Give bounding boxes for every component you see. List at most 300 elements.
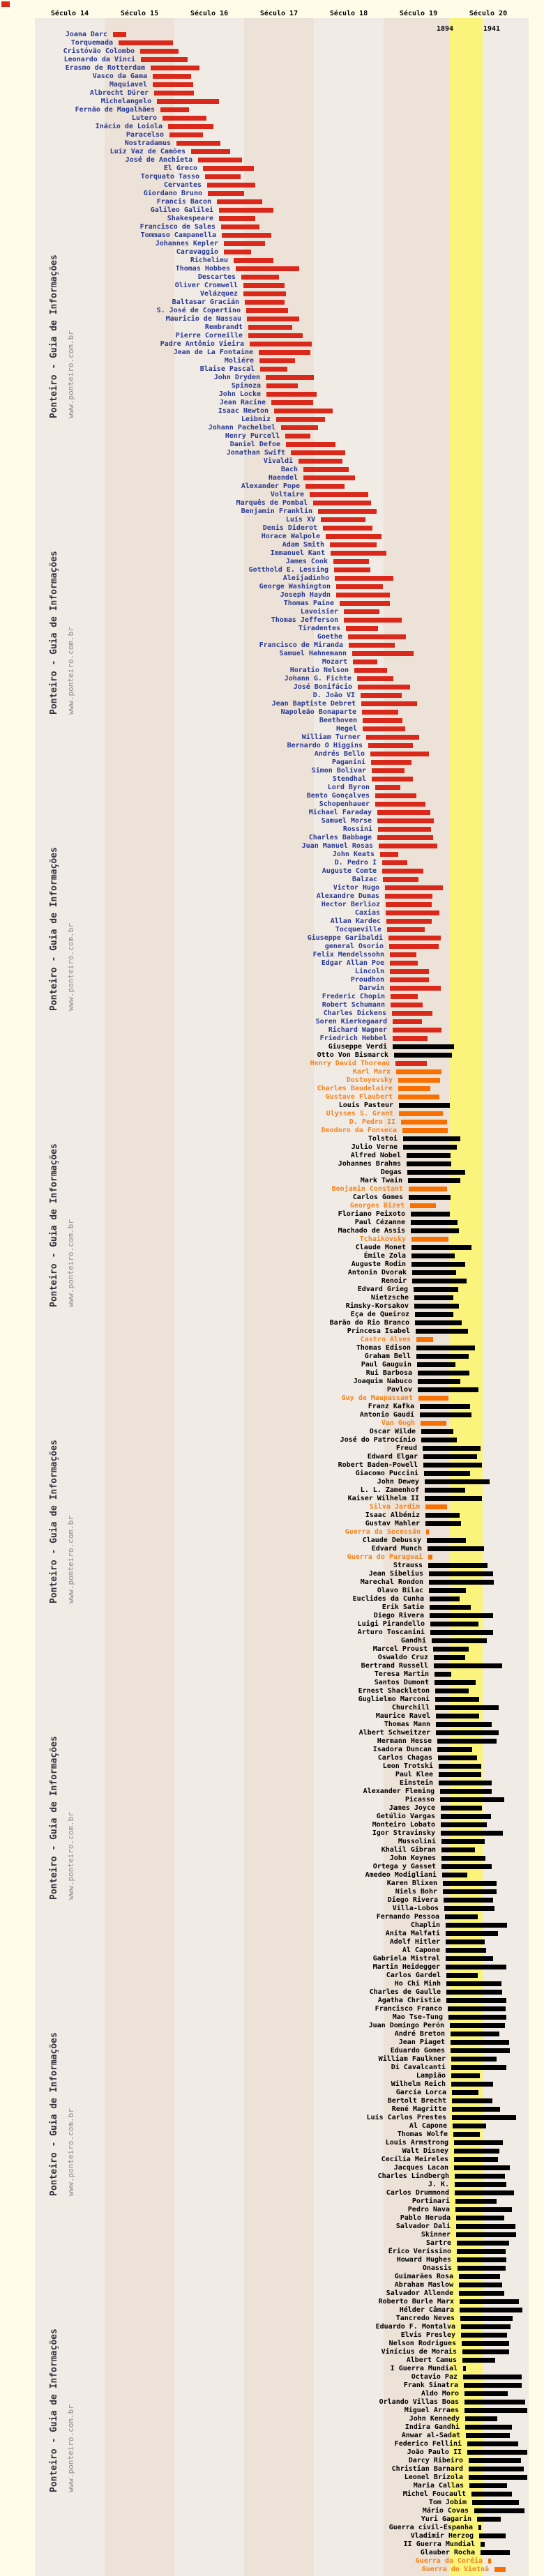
person-name: Erik Satie: [381, 1603, 424, 1611]
person-name: Roberto Burle Marx: [378, 2298, 454, 2306]
lifespan-bar: [460, 2308, 522, 2312]
lifespan-bar: [416, 1354, 469, 1359]
lifespan-bar: [425, 1513, 460, 1518]
lifespan-bar: [205, 174, 241, 179]
lifespan-bar: [372, 777, 413, 782]
person-name: Euclides da Cunha: [352, 1595, 424, 1603]
person-name: Ho Chi Minh: [394, 1980, 441, 1988]
person-name: Strauss: [393, 1562, 423, 1569]
lifespan-bar: [157, 99, 219, 104]
person-name: Renoir: [381, 1277, 407, 1285]
lifespan-bar: [456, 2224, 515, 2229]
lifespan-bar: [409, 1195, 451, 1200]
person-name: Vladimir Herzog: [410, 2532, 474, 2540]
person-name: Pablo Neruda: [400, 2214, 451, 2222]
person-name: Octavio Paz: [411, 2373, 458, 2381]
lifespan-bar: [416, 1346, 475, 1350]
person-name: Karen Blixen: [386, 1880, 437, 1887]
lifespan-bar: [353, 660, 377, 664]
person-name: Rossini: [342, 825, 372, 833]
lifespan-bar: [411, 1228, 459, 1233]
person-name: Martin Heidegger: [372, 1963, 440, 1971]
person-name: Luigi Pirandello: [357, 1620, 425, 1628]
lifespan-bar: [411, 1220, 458, 1225]
lifespan-bar: [435, 1680, 476, 1685]
person-name: Leon Trotski: [382, 1762, 433, 1770]
lifespan-bar: [234, 258, 273, 263]
person-name: George Washington: [259, 583, 331, 590]
lifespan-bar: [393, 1036, 428, 1041]
person-name: Joseph Haydn: [280, 591, 331, 599]
lifespan-bar: [423, 1454, 477, 1459]
person-name: Jean Piaget: [398, 2038, 445, 2046]
person-name: Tommaso Campanella: [140, 231, 216, 239]
lifespan-bar: [414, 1295, 453, 1300]
person-name: D. Pedro I: [334, 859, 377, 867]
person-name: Paganini: [331, 759, 365, 766]
lifespan-bar: [336, 584, 383, 589]
lifespan-bar: [446, 1931, 498, 1936]
person-name: Darcy Ribeiro: [408, 2457, 463, 2464]
person-name: John Dewey: [377, 1478, 419, 1486]
person-name: Albert Schweitzer: [358, 1729, 430, 1737]
lifespan-bar: [386, 919, 432, 924]
person-name: Baltasar Gracián: [172, 298, 239, 306]
lifespan-bar: [219, 216, 255, 221]
person-name: Guerra do Paraguai: [347, 1553, 423, 1561]
watermark-site-url: www.ponteiro.com.br: [66, 1219, 75, 1307]
lifespan-bar: [393, 1019, 422, 1024]
person-name: Onassis: [422, 2264, 452, 2272]
person-name: Niels Bohr: [395, 1888, 437, 1896]
person-name: Moliére: [224, 357, 254, 365]
person-name: Lampião: [416, 2072, 446, 2080]
person-name: José de Anchieta: [125, 156, 192, 164]
person-name: Machado de Assis: [338, 1227, 405, 1235]
lifespan-bar: [429, 1588, 466, 1593]
lifespan-bar: [412, 1279, 467, 1283]
person-name: Giuseppe Verdi: [328, 1043, 387, 1051]
lifespan-bar: [375, 785, 400, 790]
lifespan-bar: [430, 1630, 493, 1635]
person-name: Shakespeare: [167, 215, 213, 222]
lifespan-bar: [390, 986, 441, 991]
lifespan-bar: [119, 40, 173, 45]
person-name: Johann G. Fichte: [284, 675, 352, 683]
lifespan-bar: [456, 2216, 504, 2220]
person-name: William Turner: [301, 733, 361, 741]
lifespan-bar: [217, 199, 262, 204]
lifespan-bar: [313, 501, 371, 505]
lifespan-bar: [477, 2517, 501, 2522]
person-name: Stendhal: [332, 775, 366, 783]
lifespan-bar: [375, 802, 425, 807]
person-name: Einstein: [399, 1779, 433, 1787]
lifespan-bar: [425, 1496, 482, 1501]
person-name: Agatha Christie: [377, 1997, 441, 2004]
person-name: Érico Veríssino: [388, 2248, 451, 2255]
person-name: Gotthold E. Lessing: [248, 566, 328, 574]
person-name: Paul Gauguin: [361, 1361, 411, 1369]
lifespan-bar: [246, 308, 288, 313]
person-name: Paul Klee: [395, 1771, 433, 1778]
person-name: Charles Lindbergh: [377, 2172, 449, 2180]
lifespan-bar: [388, 936, 441, 940]
person-name: Mussolini: [398, 1838, 436, 1845]
lifespan-bar: [358, 685, 410, 689]
lifespan-bar: [243, 283, 285, 288]
person-name: Gustave Flaubert: [325, 1093, 393, 1101]
lifespan-bar: [354, 668, 387, 673]
person-name: Churchill: [391, 1704, 430, 1712]
person-name: Torquato Tasso: [140, 173, 199, 181]
person-name: Guerra da Coréia: [415, 2557, 483, 2565]
lifespan-bar: [286, 442, 335, 447]
lifespan-bar: [441, 1856, 485, 1861]
person-name: Galileo Galilei: [150, 206, 213, 214]
lifespan-bar: [442, 1873, 467, 1877]
lifespan-bar: [448, 2015, 506, 2020]
person-name: Van Gogh: [381, 1419, 415, 1427]
century-label: Século 19: [399, 10, 438, 17]
person-name: D. João VI: [312, 692, 355, 699]
lifespan-bar: [434, 1663, 502, 1668]
lifespan-bar: [393, 1028, 441, 1032]
person-name: S. José de Copertino: [156, 307, 241, 314]
lifespan-bar: [464, 2391, 508, 2396]
lifespan-bar: [399, 1111, 443, 1116]
person-name: II Guerra Mundial: [403, 2540, 475, 2548]
lifespan-bar: [344, 609, 379, 614]
watermark-site-url: www.ponteiro.com.br: [66, 2108, 75, 2196]
person-name: Princesa Isabel: [347, 1327, 410, 1335]
lifespan-bar: [198, 158, 242, 162]
person-name: El Greco: [163, 165, 197, 172]
lifespan-bar: [494, 2567, 506, 2572]
person-name: Francis Bacon: [156, 198, 211, 206]
lifespan-bar: [451, 2048, 510, 2053]
person-name: James Joyce: [388, 1804, 435, 1812]
lifespan-bar: [331, 551, 386, 556]
person-name: Salvador Dali: [395, 2223, 451, 2230]
person-name: Christian Barnard: [391, 2465, 463, 2473]
lifespan-bar: [207, 183, 255, 188]
person-name: Thomas Mann: [384, 1721, 430, 1728]
person-name: general Osorio: [324, 943, 384, 950]
band-year-label: 1941: [483, 25, 501, 33]
person-name: Mozart: [322, 658, 347, 666]
lifespan-bar: [439, 1781, 492, 1785]
lifespan-bar: [153, 74, 191, 79]
lifespan-bar: [436, 1722, 492, 1727]
person-name: Miguel Arraes: [404, 2407, 459, 2414]
lifespan-bar: [466, 2433, 510, 2438]
lifespan-bar: [366, 735, 419, 740]
person-name: Degas: [380, 1168, 402, 1176]
person-name: Indira Gandhi: [405, 2423, 460, 2431]
person-name: Leonel Brizola: [404, 2474, 463, 2481]
lifespan-bar: [426, 1530, 429, 1534]
person-name: Deodoro da Fonseca: [321, 1127, 397, 1134]
lifespan-bar: [377, 835, 433, 840]
person-name: Spinoza: [231, 382, 261, 390]
lifespan-bar: [407, 1161, 451, 1166]
lifespan-bar: [457, 2249, 506, 2254]
person-name: André Breton: [394, 2030, 445, 2038]
person-name: René Magritte: [391, 2105, 446, 2113]
person-name: Andrés Bello: [314, 750, 365, 758]
person-name: Guerra do Vietnã: [421, 2566, 489, 2573]
lifespan-bar: [266, 383, 298, 388]
lifespan-bar: [266, 392, 317, 397]
lifespan-bar: [385, 894, 432, 899]
lifespan-bar: [465, 2416, 497, 2421]
lifespan-bar: [425, 1488, 465, 1493]
person-name: Freud: [395, 1445, 417, 1452]
person-name: Olavo Bilac: [377, 1587, 423, 1594]
person-name: Blaise Pascal: [199, 365, 255, 373]
lifespan-bar: [203, 166, 254, 171]
lifespan-bar: [259, 358, 295, 363]
lifespan-bar: [443, 1881, 497, 1886]
lifespan-bar: [382, 860, 407, 865]
person-name: Pierre Corneille: [175, 332, 243, 340]
person-name: Jacques Lacan: [393, 2164, 448, 2172]
lifespan-bar: [391, 994, 418, 999]
person-name: Di Cavalcanti: [391, 2064, 446, 2071]
lifespan-bar: [439, 1764, 481, 1769]
person-name: Oliver Cromwell: [174, 282, 238, 289]
person-name: Aldo Moro: [421, 2390, 459, 2398]
person-name: Carlos Gomes: [352, 1194, 403, 1201]
lifespan-bar: [467, 2441, 518, 2446]
person-name: Graham Bell: [364, 1352, 411, 1360]
person-name: Horatio Nelson: [289, 666, 349, 674]
person-name: Nostradamus: [124, 139, 171, 147]
person-name: Guerra civil-Espanha: [388, 2524, 473, 2531]
lifespan-bar: [456, 2232, 516, 2237]
person-name: Cecília Meireles: [381, 2156, 448, 2163]
lifespan-bar: [176, 141, 220, 146]
person-name: Gabriela Mistral: [372, 1955, 440, 1963]
lifespan-bar: [390, 961, 418, 966]
person-name: Rembrandt: [204, 323, 243, 331]
century-label: Século 15: [120, 10, 159, 17]
person-name: Giacomo Puccini: [355, 1470, 418, 1477]
lifespan-bar: [344, 618, 402, 623]
person-name: Wilhelm Reich: [391, 2080, 446, 2088]
lifespan-bar: [305, 484, 345, 489]
person-name: Samuel Morse: [321, 817, 372, 825]
lifespan-bar: [488, 2559, 491, 2563]
lifespan-bar: [479, 2533, 506, 2538]
lifespan-bar: [416, 1329, 468, 1334]
person-name: Vasco da Gama: [92, 73, 147, 80]
person-name: Khalil Gibran: [381, 1846, 436, 1854]
person-name: Tancredo Neves: [395, 2315, 455, 2322]
lifespan-bar: [368, 743, 413, 748]
lifespan-bar: [340, 601, 390, 606]
lifespan-bar: [420, 1404, 470, 1409]
person-name: Horace Walpole: [261, 533, 320, 540]
person-name: Bach: [280, 466, 298, 473]
century-label: Século 16: [190, 10, 229, 17]
lifespan-bar: [236, 266, 299, 271]
lifespan-bar: [446, 1923, 507, 1928]
lifespan-bar: [429, 1571, 493, 1576]
lifespan-bar: [455, 2207, 512, 2212]
watermark-site-url: www.ponteiro.com.br: [66, 627, 75, 715]
person-name: Dostoyevsky: [346, 1076, 393, 1084]
person-name: Hector Berlioz: [321, 901, 380, 908]
lifespan-bar: [429, 1580, 494, 1585]
lifespan-bar: [377, 810, 430, 815]
person-name: Jonathan Swift: [226, 449, 285, 457]
person-name: Vivaldi: [263, 457, 293, 465]
lifespan-bar: [481, 2542, 485, 2547]
person-name: Aleijadinho: [282, 574, 329, 582]
person-name: Thomas Hobbes: [175, 265, 230, 273]
lifespan-bar: [370, 752, 429, 756]
person-name: Bertrand Russell: [361, 1662, 428, 1670]
lifespan-bar: [349, 643, 395, 648]
person-name: Julio Verne: [351, 1143, 398, 1151]
lifespan-bar: [451, 2057, 497, 2061]
lifespan-bar: [385, 885, 443, 890]
lifespan-bar: [409, 1187, 447, 1191]
person-name: José Bonifácio: [293, 683, 352, 691]
lifespan-bar: [446, 1956, 493, 1961]
person-name: Arturo Toscanini: [357, 1629, 425, 1636]
person-name: Paul Cézanne: [354, 1219, 405, 1226]
person-name: Vinícius de Morais: [381, 2348, 457, 2356]
lifespan-bar: [361, 701, 417, 706]
lifespan-bar: [411, 1253, 455, 1258]
person-name: Johannes Kepler: [155, 240, 218, 247]
person-name: John Locke: [218, 390, 261, 398]
watermark-site-name: Ponteiro - Guia de Informações: [49, 1736, 59, 1900]
person-name: Lincoln: [354, 968, 384, 975]
person-name: Guimarães Rosa: [394, 2273, 453, 2280]
lifespan-bar: [436, 1730, 499, 1735]
person-name: Louis Armstrong: [385, 2139, 448, 2147]
person-name: Henry David Thoreau: [310, 1060, 390, 1067]
lifespan-bar: [243, 291, 286, 296]
person-name: Teresa Martin: [374, 1670, 429, 1678]
lifespan-bar: [435, 1672, 451, 1677]
lifespan-bar: [430, 1605, 471, 1610]
person-name: Igor Stravinsky: [372, 1829, 435, 1837]
person-name: Fernão de Magalhães: [75, 106, 155, 114]
lifespan-bar: [455, 2190, 514, 2195]
person-name: Elvis Presley: [400, 2331, 455, 2339]
lifespan-bar: [424, 1471, 470, 1476]
person-name: Bernardo O Higgins: [287, 742, 363, 749]
person-name: Cristóvão Colombo: [63, 47, 135, 55]
person-name: Silva Jardim: [369, 1503, 420, 1511]
lifespan-bar: [402, 1128, 448, 1133]
lifespan-bar: [363, 726, 405, 731]
person-name: Frederic Chopin: [322, 993, 385, 1000]
lifespan-bar: [318, 509, 377, 514]
lifespan-bar: [151, 66, 199, 70]
lifespan-bar: [372, 768, 405, 773]
person-name: Daniel Defoe: [229, 441, 280, 448]
person-name: Richelieu: [190, 257, 228, 264]
lifespan-bar: [250, 342, 312, 346]
person-name: Howard Hughes: [396, 2256, 451, 2264]
lifespan-bar: [459, 2282, 502, 2287]
lifespan-bar: [411, 1245, 471, 1250]
lifespan-bar: [361, 693, 402, 698]
lifespan-bar: [457, 2241, 509, 2246]
person-name: Edward Elgar: [367, 1453, 418, 1461]
lifespan-bar: [464, 2400, 525, 2404]
lifespan-bar: [457, 2257, 506, 2262]
lifespan-bar: [389, 944, 439, 949]
lifespan-bar: [224, 241, 265, 246]
lifespan-bar: [446, 1965, 506, 1969]
person-name: Adam Smith: [282, 541, 324, 549]
person-name: Kaiser Wilhelm II: [347, 1495, 419, 1502]
lifespan-bar: [478, 2525, 481, 2530]
person-name: Allan Kardec: [330, 917, 381, 925]
lifespan-bar: [441, 1847, 475, 1852]
lifespan-bar: [452, 2098, 492, 2103]
person-name: Jean de La Fontaine: [173, 349, 253, 356]
person-name: John Dryden: [213, 374, 260, 381]
person-name: Santos Dumont: [374, 1679, 429, 1686]
person-name: Friedrich Hebbel: [319, 1035, 387, 1042]
person-name: Frank Sinatra: [403, 2381, 458, 2389]
person-name: Adolf Hitler: [389, 1938, 440, 1946]
century-label: Século 18: [329, 10, 368, 17]
lifespan-bar: [446, 1939, 485, 1944]
person-name: Charles Babbage: [308, 834, 372, 841]
person-name: Alexander Pope: [241, 482, 300, 490]
lifespan-bar: [352, 651, 414, 656]
lifespan-bar: [451, 2040, 509, 2045]
lifespan-bar: [362, 710, 398, 715]
person-name: Michel Foucault: [402, 2490, 466, 2498]
lifespan-bar: [464, 2383, 522, 2388]
lifespan-bar: [469, 2475, 527, 2480]
lifespan-bar: [462, 2349, 509, 2354]
watermark-site-name: Ponteiro - Guia de Informações: [49, 1143, 59, 1307]
person-name: Isaac Albéniz: [365, 1511, 420, 1519]
watermark-site-name: Ponteiro - Guia de Informações: [49, 2032, 59, 2196]
person-name: Guerra da Secessão: [345, 1528, 421, 1536]
lifespan-bar: [448, 2006, 506, 2011]
lifespan-bar: [444, 1898, 493, 1903]
watermark-site-url: www.ponteiro.com.br: [66, 1812, 75, 1900]
lifespan-bar: [395, 1061, 427, 1066]
person-name: Sartre: [425, 2239, 451, 2247]
person-name: Oscar Wilde: [369, 1428, 416, 1435]
lifespan-bar: [441, 1864, 492, 1869]
person-name: Diego Rivera: [373, 1612, 424, 1619]
lifespan-bar: [462, 2341, 509, 2346]
lifespan-bar: [412, 1270, 456, 1275]
lifespan-bar: [446, 1998, 506, 2003]
person-name: Louis Pasteur: [338, 1102, 393, 1109]
lifespan-bar: [299, 459, 342, 464]
lifespan-bar: [428, 1555, 432, 1560]
person-name: Richard Wagner: [328, 1026, 387, 1034]
lifespan-bar: [398, 1086, 430, 1091]
person-name: Edvard Munch: [371, 1545, 422, 1553]
person-name: Juan Manuel Rosas: [301, 842, 373, 850]
